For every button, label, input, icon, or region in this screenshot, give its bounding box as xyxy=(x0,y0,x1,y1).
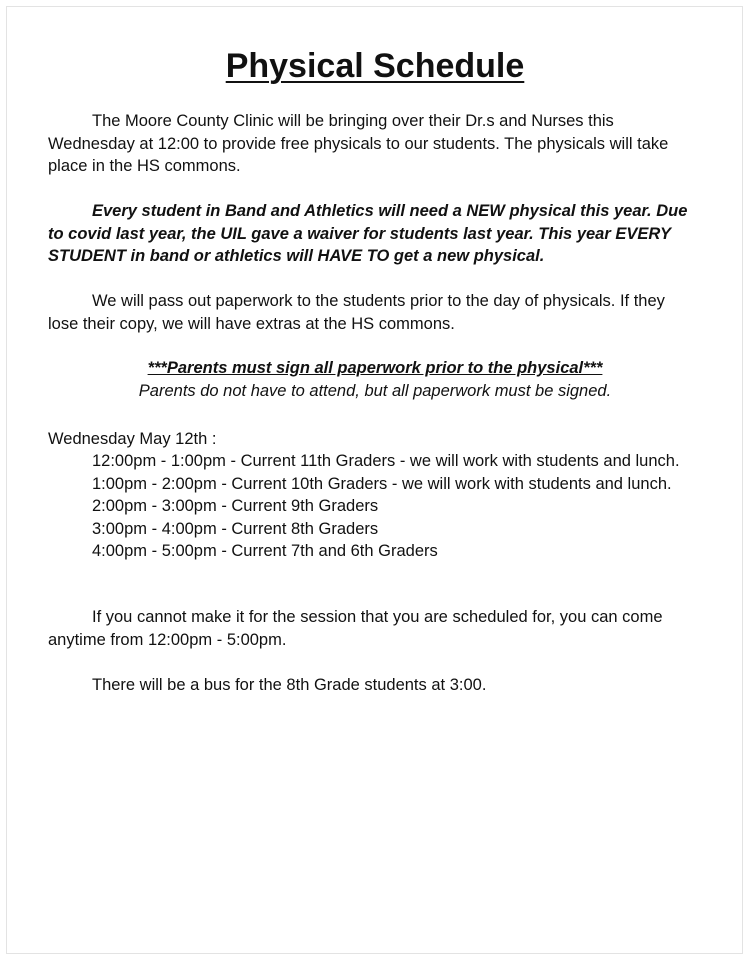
parent-notice xyxy=(0,357,750,402)
parent-notice-heading: ***Parents must sign all paperwork prior to the physical*** xyxy=(147,359,603,377)
schedule-slot: 4:00pm - 5:00pm - Current 7th and 6th Graders xyxy=(92,542,438,560)
schedule-day: Wednesday May 12th : xyxy=(48,430,217,448)
schedule-list xyxy=(92,450,680,563)
requirement-paragraph: Every student in Band and Athletics will need a NEW physical this year. Due to covid last year, the UIL gave a waiver for students last year. This year EVERY STUDENT in band or athletics will HAVE TO get a new physical. xyxy=(48,202,688,265)
paperwork-paragraph: We will pass out paperwork to the students prior to the day of physicals. If they lose their copy, we will have extras at the HS commons. xyxy=(48,292,665,333)
schedule-slot: 1:00pm - 2:00pm - Current 10th Graders - we will work with students and lunch. xyxy=(92,474,672,493)
page-title: Physical Schedule xyxy=(225,47,525,85)
parent-notice-subtext: Parents do not have to attend, but all paperwork must be signed. xyxy=(138,381,612,400)
schedule-slot: 12:00pm - 1:00pm - Current 11th Graders - we will work with students and lunch. xyxy=(92,452,680,470)
bus-paragraph: There will be a bus for the 8th Grade students at 3:00. xyxy=(92,676,487,694)
intro-paragraph: The Moore County Clinic will be bringing over their Dr.s and Nurses this Wednesday at 12:00 to provide free physicals to our students. The physicals will take place in the HS commons. xyxy=(48,112,669,175)
schedule-slot: 3:00pm - 4:00pm - Current 8th Graders xyxy=(92,519,379,538)
schedule-slot: 2:00pm - 3:00pm - Current 9th Graders xyxy=(92,497,379,515)
makeup-paragraph: If you cannot make it for the session that you are scheduled for, you can come anytime from 12:00pm - 5:00pm. xyxy=(48,608,663,649)
